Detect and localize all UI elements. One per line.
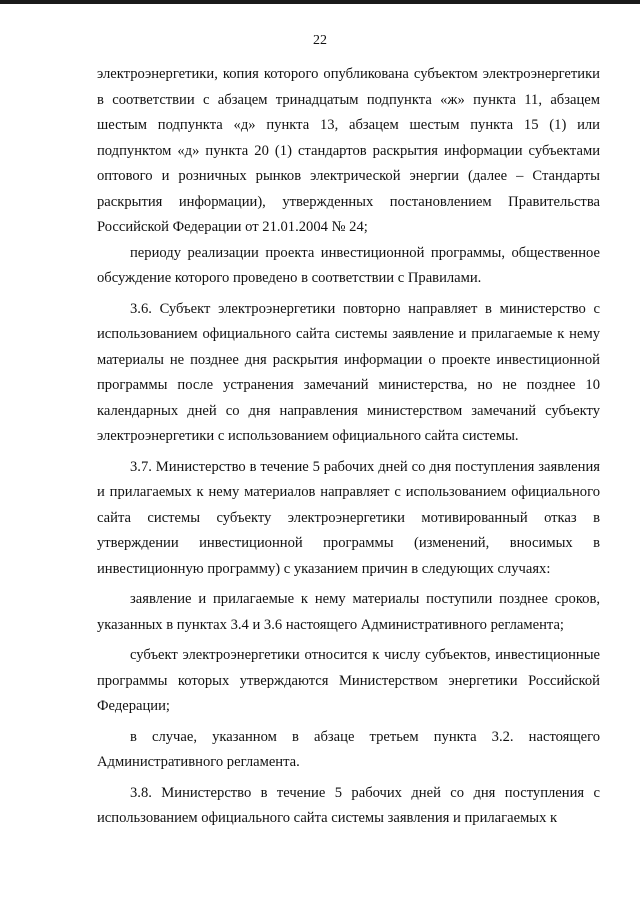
paragraph-case-late: заявление и прилагаемые к нему материалы поступили позднее сроков, указанных в пунктах 3.4 и 3.6 настоящего Административного регламента; bbox=[97, 591, 600, 633]
page-number: 22 bbox=[313, 33, 327, 48]
top-border-line bbox=[0, 0, 640, 4]
paragraph-case-3-2: в случае, указанном в абзаце третьем пункта 3.2. настоящего Административного регламента. bbox=[97, 728, 600, 770]
paragraph-3-7: 3.7. Министерство в течение 5 рабочих дней со дня поступления заявления и прилагаемых к нему материалов направляет с использованием официального сайта системы субъекту электроэнергетики мотивированный отказ в утверждении инвестиционной программы (изменений, вносимых в инвестиционную программу) с указанием причин в следующих случаях: bbox=[97, 458, 600, 577]
paragraph-3-6: 3.6. Субъект электроэнергетики повторно направляет в министерство с использованием официального сайта системы заявление и прилагаемые к нему материалы не позднее дня раскрытия информации о проекте инвестиционной программы после устранения замечаний министерства, но не позднее 10 календарных дней со дня направления министерством замечаний субъекту электроэнергетики с использованием официального сайта системы. bbox=[97, 300, 600, 444]
document-body bbox=[97, 62, 600, 832]
paragraph-period: периоду реализации проекта инвестиционной программы, общественное обсуждение которого проведено в соответствии с Правилами. bbox=[97, 244, 600, 286]
paragraph-3-8: 3.8. Министерство в течение 5 рабочих дней со дня поступления с использованием официального сайта системы заявления и прилагаемых к bbox=[97, 784, 600, 826]
paragraph-continuation: электроэнергетики, копия которого опубликована субъектом электроэнергетики в соответствии с абзацем тринадцатым подпункта «ж» пункта 11, абзацем шестым подпункта «д» пункта 13, абзацем шестым пункта 15 (1) или подпунктом «д» пункта 20 (1) стандартов раскрытия информации субъектами оптового и розничных рынков электрической энергии (далее – Стандарты раскрытия информации), утвержденных постановлением Правительства Российской Федерации от 21.01.2004 № 24; bbox=[97, 66, 600, 235]
paragraph-case-ministry: субъект электроэнергетики относится к числу субъектов, инвестиционные программы которых утверждаются Министерством энергетики Российской Федерации; bbox=[97, 647, 600, 714]
